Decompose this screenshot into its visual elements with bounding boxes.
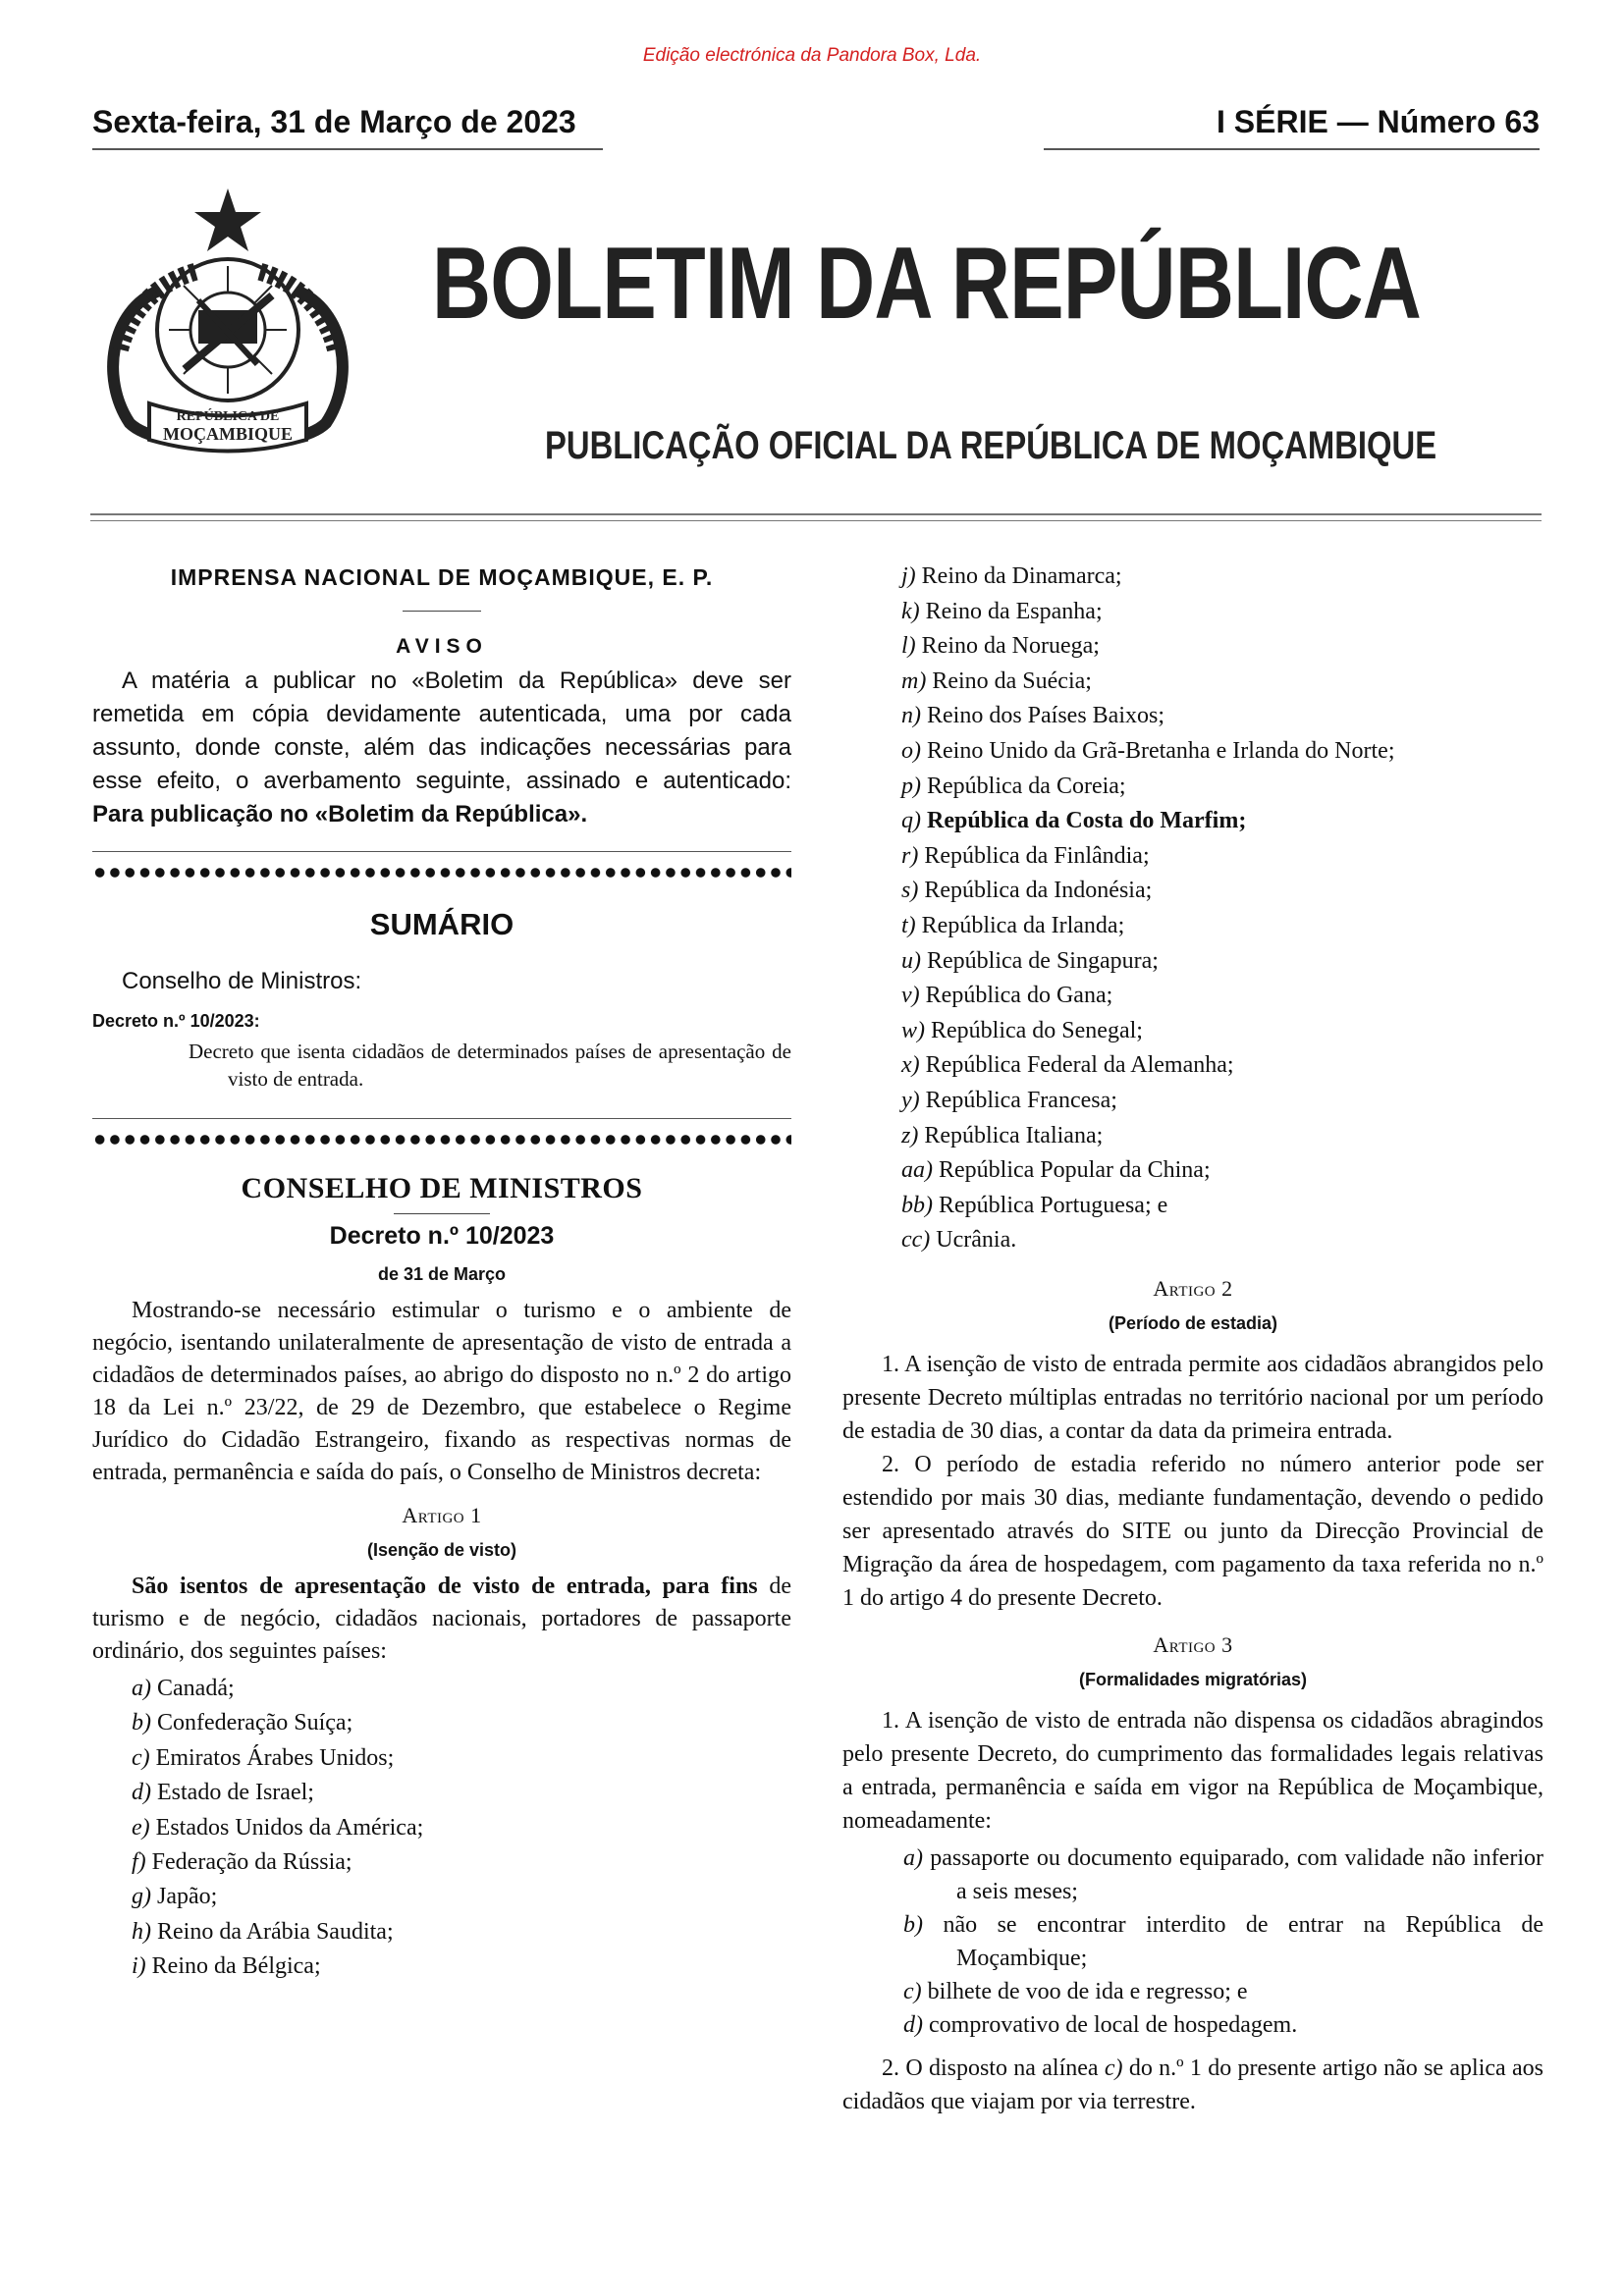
list-item: m) Reino da Suécia;	[901, 667, 1092, 694]
list-item: o) Reino Unido da Grã-Bretanha e Irlanda do Norte;	[901, 737, 1395, 764]
formalities-list	[903, 1842, 1543, 2042]
list-item: g) Japão;	[132, 1884, 218, 1910]
list-item: w) República do Senegal;	[901, 1017, 1143, 1043]
artigo-1-heading: Artigo 1	[402, 1503, 482, 1527]
dotted-divider	[92, 851, 791, 880]
list-item: h) Reino da Arábia Saudita;	[132, 1918, 394, 1945]
artigo-2-paragraph-1: 1. A isenção de visto de entrada permite aos cidadãos abrangidos pelo presente Decreto múltiplas entradas no território nacional por um período de estadia de 30 dias, a contar da data da primeira entrada.	[842, 1351, 1543, 1444]
list-item: cc) Ucrânia.	[901, 1227, 1017, 1254]
short-divider	[403, 611, 481, 612]
artigo-3-heading: Artigo 3	[1153, 1631, 1233, 1657]
list-item: u) República de Singapura;	[901, 947, 1159, 974]
list-item: f) Federação da Rússia;	[132, 1849, 352, 1876]
list-item: b) Confederação Suíça;	[132, 1710, 353, 1736]
artigo-3-paragraph-2: 2. O disposto na alínea c) do n.º 1 do presente artigo não se aplica aos cidadãos que viajam por via terrestre.	[842, 2055, 1543, 2114]
preamble-paragraph: Mostrando-se necessário estimular o turismo e o ambiente de negócio, isentando unilateralmente de apresentação de visto de entrada a cidadãos de determinados países, ao abrigo do disposto no n.º 2 do artigo 18 da Lei n.º 23/22, de 29 de Dezembro, que estabelece o Regime Jurídico do Cidadão Estrangeiro, fixando as respectivas normas de entrada, permanência e saída do país, o Conselho de Ministros decreta:	[92, 1298, 791, 1485]
left-column	[92, 555, 791, 1985]
list-item: s) República da Indonésia;	[901, 878, 1153, 904]
emblem-text-line-1: REPÚBLICA DE	[176, 409, 280, 424]
list-item: i) Reino da Bélgica;	[132, 1953, 321, 1980]
edition-note: Edição electrónica da Pandora Box, Lda.	[642, 45, 982, 66]
list-item: c) bilhete de voo de ida e regresso; e	[903, 1978, 1248, 2004]
right-column	[842, 560, 1543, 2118]
aviso-heading: AVISO	[396, 635, 488, 658]
conselho-heading: CONSELHO DE MINISTROS	[241, 1172, 643, 1204]
list-item: v) República do Gana;	[901, 983, 1113, 1009]
list-item: b) não se encontrar interdito de entrar na República de Moçambique;	[903, 1911, 1543, 1971]
list-item: k) Reino da Espanha;	[901, 598, 1103, 624]
country-list-left	[132, 1672, 791, 1985]
artigo-2-heading: Artigo 2	[1153, 1275, 1233, 1301]
coat-of-arms-emblem-icon	[90, 183, 365, 467]
sumario-conselho: Conselho de Ministros:	[122, 968, 362, 994]
country-list-right	[901, 560, 1543, 1258]
artigo-1-paragraph: São isentos de apresentação de visto de entrada, para fins de turismo e de negócio, cidadãos nacionais, portadores de passaporte ordinário, dos seguintes países:	[92, 1574, 792, 1664]
artigo-3-subheading: (Formalidades migratórias)	[1078, 1669, 1308, 1689]
list-item: t) República da Irlanda;	[901, 912, 1125, 938]
sumario-decreto: Decreto n.º 10/2023:	[92, 1011, 260, 1031]
list-item: e) Estados Unidos da América;	[132, 1814, 424, 1841]
decreto-title: Decreto n.º 10/2023	[329, 1222, 555, 1250]
list-item: c) Emiratos Árabes Unidos;	[132, 1744, 395, 1771]
decreto-date: de 31 de Março	[377, 1264, 507, 1284]
list-item: q) República da Costa do Marfim;	[901, 808, 1247, 834]
artigo-3-paragraph-1: 1. A isenção de visto de entrada não dispensa os cidadãos abragindos pelo presente Decreto, do cumprimento das formalidades legais relativas a entrada, permanência e saída em vigor na República de Moçambique, nomeadamente:	[842, 1707, 1543, 1834]
list-item: p) República da Coreia;	[901, 773, 1126, 799]
aviso-bold-phrase: Para publicação no «Boletim da República».	[92, 801, 588, 828]
list-item: a) passaporte ou documento equiparado, com validade não inferior a seis meses;	[903, 1844, 1543, 1904]
aviso-paragraph: A matéria a publicar no «Boletim da República» deve ser remetida em cópia devidamente autenticada, uma por cada assunto, donde conste, além das indicações necessárias para esse efeito, o averbamento seguinte, assinado e autenticado: Para publicação no «Boletim da República».	[92, 667, 791, 828]
list-item: x) República Federal da Alemanha;	[901, 1052, 1234, 1079]
artigo-1-subheading: (Isenção de visto)	[366, 1540, 517, 1560]
list-item: aa) República Popular da China;	[901, 1157, 1211, 1184]
sumario-heading: SUMÁRIO	[369, 907, 514, 941]
header-divider-thin	[90, 520, 1542, 521]
issue-date: Sexta-feira, 31 de Março de 2023	[92, 104, 603, 150]
list-item: bb) República Portuguesa; e	[901, 1192, 1168, 1218]
list-item: n) Reino dos Países Baixos;	[901, 703, 1165, 729]
list-item: z) República Italiana;	[901, 1122, 1104, 1148]
list-item: l) Reino da Noruega;	[901, 633, 1100, 660]
header-divider	[90, 513, 1542, 515]
list-item: j) Reino da Dinamarca;	[901, 563, 1122, 589]
short-divider	[394, 1213, 490, 1214]
issue-series-number: I SÉRIE — Número 63	[1044, 104, 1540, 150]
list-item: d) comprovativo de local de hospedagem.	[903, 2011, 1298, 2038]
artigo-2-paragraph-2: 2. O período de estadia referido no número anterior pode ser estendido por mais 30 dias, mediante fundamentação, devendo o pedido ser apresentado através do SITE ou junto da Direcção Provincial de Migração da área de hospedagem, com pagamento da taxa referida no n.º 1 do artigo 4 do presente Decreto.	[842, 1451, 1543, 1611]
emblem-text-line-2: MOÇAMBIQUE	[163, 424, 293, 444]
masthead-subtitle: PUBLICAÇÃO OFICIAL DA REPÚBLICA DE MOÇAMBIQUE	[545, 424, 1437, 467]
masthead-title: BOLETIM DA REPÚBLICA	[432, 227, 1422, 341]
artigo-2-subheading: (Período de estadia)	[1108, 1312, 1278, 1333]
list-item: d) Estado de Israel;	[132, 1780, 314, 1806]
imprensa-heading: IMPRENSA NACIONAL DE MOÇAMBIQUE, E. P.	[170, 564, 714, 590]
list-item: a) Canadá;	[132, 1676, 235, 1701]
dotted-divider	[92, 1118, 791, 1147]
list-item: r) República da Finlândia;	[901, 842, 1150, 869]
sumario-description: Decreto que isenta cidadãos de determinados países de apresentação de visto de entrada.	[189, 1040, 791, 1091]
list-item: y) República Francesa;	[901, 1087, 1117, 1113]
